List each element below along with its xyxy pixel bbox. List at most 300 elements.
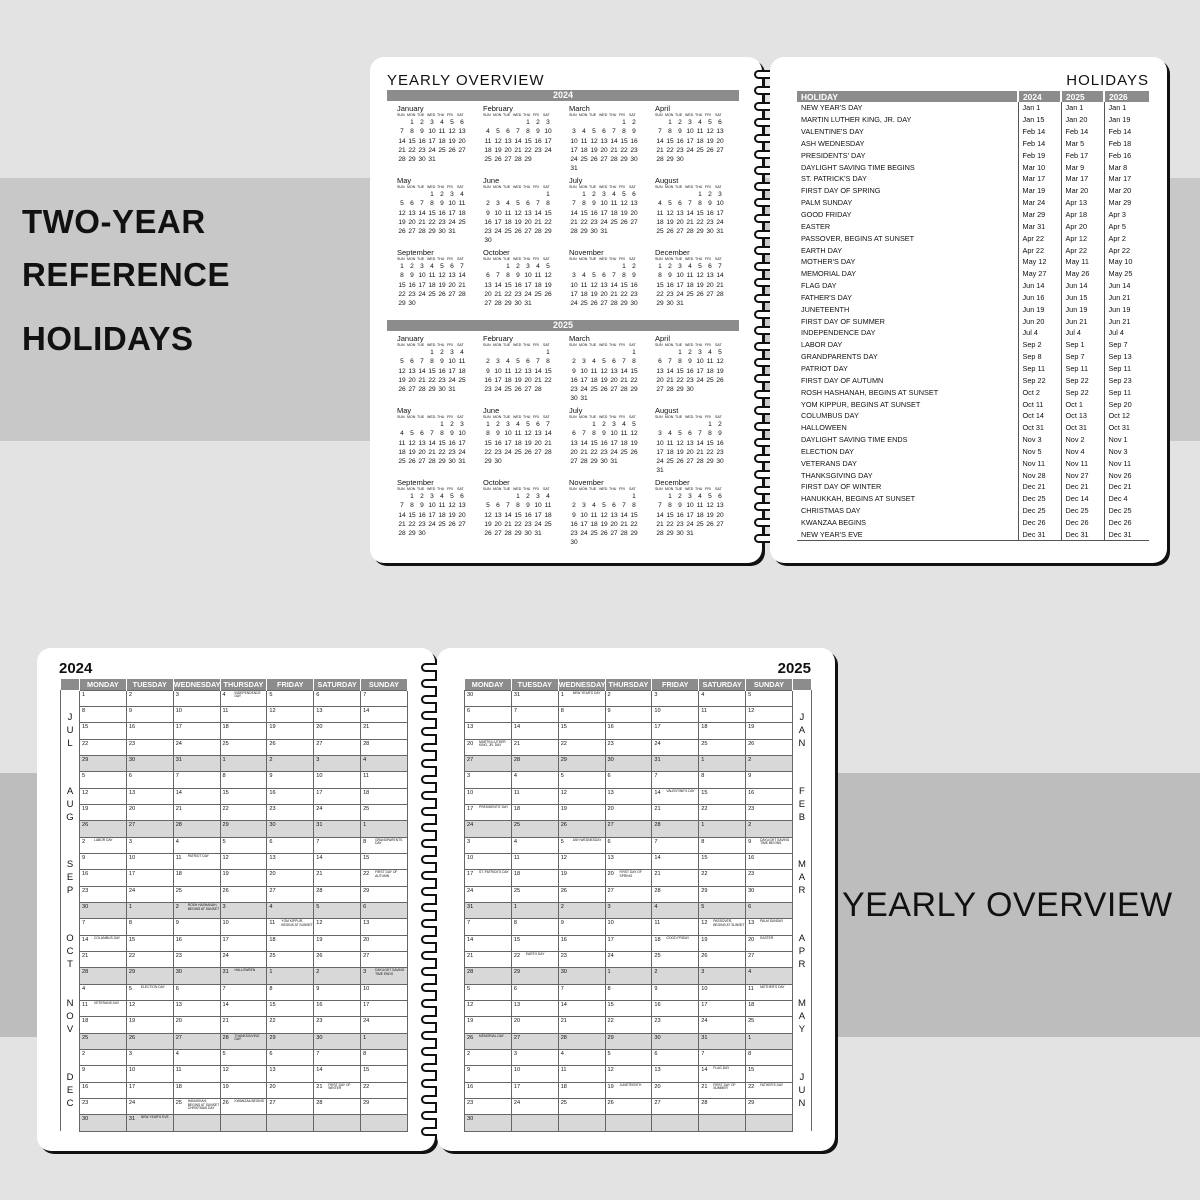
mini-day-abbr: WED [427,343,436,347]
planner-day-cell [699,739,746,755]
mini-day-blank [523,348,533,357]
mini-day-abbr: FRI [447,487,453,491]
mini-day: 11 [438,502,446,510]
mini-day: 27 [676,228,684,236]
mini-day-abbr: SUN [569,113,577,117]
day-number: 6 [748,903,752,910]
holiday-date: Sep 11 [1108,387,1132,397]
mini-month-name: August [655,406,679,415]
day-number: 29 [222,822,229,829]
mini-day-abbr: WED [513,185,522,189]
mini-day: 13 [706,272,714,280]
mini-day: 20 [524,376,532,384]
mini-day: 10 [494,209,502,217]
planner-day-cell [465,1099,512,1115]
holiday-row [797,363,1149,375]
mini-day: 15 [630,367,638,375]
mini-day: 5 [486,502,490,510]
day-number: 31 [316,822,323,829]
mini-day: 26 [524,448,532,456]
mini-day-abbr: FRI [447,415,453,419]
mini-day: 1 [410,119,414,126]
holiday-row [797,126,1149,138]
planner-day-cell [173,690,220,706]
mini-day-abbr: SUN [483,343,491,347]
mini-day: 13 [458,502,466,510]
planner-day-cell [126,853,173,869]
day-number: 13 [269,854,276,861]
mini-day: 18 [504,376,512,384]
mini-day: 28 [656,530,664,538]
planner-day-cell [80,755,127,771]
mini-day: 6 [486,272,490,280]
mini-day: 9 [678,128,682,136]
mini-day: 10 [428,502,436,510]
mini-day-abbr: TUE [503,415,511,419]
mini-day: 19 [484,520,492,528]
holiday-row [797,149,1149,161]
planner-day-cell [126,902,173,918]
holiday-date: Apr 2 [1108,233,1126,243]
mini-day: 29 [620,300,628,308]
holiday-name: NEW YEAR'S EVE [797,528,1018,540]
mini-day: 3 [460,421,464,428]
month-label [61,1050,80,1132]
mini-day-abbr: TUE [675,113,683,117]
holiday-name: PASSOVER, BEGINS AT SUNSET [797,232,1018,244]
planner-day-cell [699,1017,746,1033]
day-number: 16 [607,724,614,731]
mini-day: 12 [590,137,598,145]
day-number: 11 [748,985,754,992]
mini-day: 29 [504,300,512,308]
event-label: NEW YEAR'S EVE [140,1115,169,1120]
planner-day-cell [314,902,361,918]
planner-day-cell [314,755,361,771]
month-label [61,984,80,1049]
day-number: 5 [467,985,471,992]
day-number: 21 [654,805,661,812]
mini-day-abbr: TUE [589,113,597,117]
holiday-date: Jan 20 [1061,114,1104,126]
mini-day: 17 [504,439,512,447]
planner-day-cell [558,1066,605,1082]
mini-day: 26 [600,386,608,394]
mini-month-name: February [483,104,514,113]
holidays-col-holiday: HOLIDAY [797,91,1018,102]
holiday-date: Mar 17 [1108,174,1132,184]
mini-day: 16 [686,367,694,375]
mini-day-abbr: SAT [543,185,550,189]
mini-day: 2 [526,493,530,500]
day-number: 10 [128,1067,136,1074]
planner-day-cell [511,706,558,722]
mini-day-abbr: FRI [533,185,539,189]
mini-day: 18 [696,511,704,519]
holiday-row [797,351,1149,363]
mini-days [397,348,483,394]
mini-day-blank [569,118,579,127]
mini-day: 29 [524,156,532,164]
mini-day-blank [655,118,665,127]
day-number: 22 [363,1083,370,1090]
holiday-date: Oct 31 [1018,422,1061,434]
mini-day-blank [513,118,523,127]
mini-day: 3 [678,263,682,270]
planner-day-cell [465,837,512,853]
mini-day-abbr: SAT [629,185,636,189]
mini-day: 27 [610,386,618,394]
holiday-date: Sep 20 [1108,399,1132,409]
day-number: 16 [654,1002,661,1009]
mini-day: 26 [398,386,406,394]
planner-week-row [465,902,812,918]
mini-day: 30 [514,300,522,308]
mini-day: 7 [496,272,500,280]
mini-day: 15 [428,209,436,217]
mini-day: 12 [666,209,674,217]
mini-day: 21 [686,218,694,226]
planner-day-cell [746,1115,793,1131]
planner-day-cell [80,935,127,951]
planner-day-cell [126,788,173,804]
mini-day: 12 [448,502,456,510]
planner-day-cell [173,1082,220,1098]
mini-day: 10 [494,367,502,375]
planner-day-cell [173,1115,220,1131]
month-label [61,919,80,984]
day-number: 25 [82,1034,89,1041]
day-number: 22 [607,1018,614,1025]
mini-day: 18 [620,439,628,447]
day-number: 22 [82,740,89,747]
mini-day-abbr: SUN [655,487,663,491]
mini-day: 6 [460,119,464,126]
planner-day-cell [465,952,512,968]
planner-day-cell [173,837,220,853]
mini-day: 19 [448,137,456,145]
mini-day: 4 [440,119,444,126]
mini-day: 18 [580,290,588,298]
holiday-row [797,303,1149,315]
mini-day-blank [579,118,589,127]
mini-day: 4 [460,191,464,198]
planner-day-cell [173,821,220,837]
day-number: 24 [467,822,474,829]
day-number: 3 [128,838,132,845]
mini-day: 3 [602,191,606,198]
mini-day: 13 [600,281,608,289]
day-number: 28 [467,969,474,976]
planner-day-cell [699,870,746,886]
mini-day: 8 [400,272,404,280]
mini-day: 19 [590,290,598,298]
holiday-date: Jul 4 [1108,328,1124,338]
day-number: 8 [748,1051,752,1058]
mini-month-name: July [569,176,583,185]
holiday-date: Nov 11 [1061,457,1104,469]
mini-day-blank [483,190,493,199]
mini-day: 19 [438,281,446,289]
holiday-name: ELECTION DAY [797,445,1018,457]
mini-day: 1 [506,263,510,270]
mini-day: 2 [440,349,444,356]
planner-day-cell [511,952,558,968]
mini-day: 26 [544,290,552,298]
holiday-name: YOM KIPPUR, BEGINS AT SUNSET [797,398,1018,410]
planner-day-cell [465,1082,512,1098]
planner-day-cell [173,1050,220,1066]
planner-day-cell [361,1001,408,1017]
day-number: 15 [513,936,521,943]
holidays-col-2024: 2024 [1018,91,1061,102]
mini-day: 24 [428,146,436,154]
mini-day-abbr: TUE [675,415,683,419]
mini-day: 30 [408,300,416,308]
mini-day: 19 [524,439,532,447]
planner-day-cell [220,935,267,951]
day-number: 11 [513,789,520,796]
mini-day: 16 [438,367,446,375]
mini-day-blank [569,262,579,271]
mini-day: 21 [570,218,578,226]
holiday-date: May 27 [1018,268,1061,280]
mini-day: 12 [706,502,714,510]
mini-day: 21 [398,520,406,528]
planner-day-cell [558,788,605,804]
planner-day-cell [699,1050,746,1066]
mini-day: 25 [398,458,406,466]
planner-day-cell [746,902,793,918]
planner-day-cell [699,1082,746,1098]
planner-day-cell [220,1066,267,1082]
planner-day-cell [173,706,220,722]
mini-day: 15 [524,137,532,145]
day-number: 13 [363,920,370,927]
day-number: 12 [560,854,567,861]
mini-day: 20 [600,146,608,154]
holiday-name: ROSH HASHANAH, BEGINS AT SUNSET [797,386,1018,398]
planner-day-cell [220,1115,267,1131]
mini-day: 28 [418,228,426,236]
day-number: 1 [128,903,132,910]
mini-day: 6 [718,119,722,126]
day-number: 5 [128,985,132,992]
planner-day-cell [80,984,127,1000]
event-label: YOM KIPPUR, BEGINS AT SUNSET [281,919,313,927]
mini-day-blank [675,190,685,199]
mini-day: 28 [610,156,618,164]
mini-day-abbr: FRI [705,113,711,117]
mini-day-abbr: MON [407,113,416,117]
planner-day-cell [267,804,314,820]
mini-day: 8 [632,502,636,510]
mini-day: 4 [688,263,692,270]
event-label: FIRST DAY OF AUTUMN [375,870,398,878]
mini-day: 22 [398,290,406,298]
holiday-date: Mar 10 [1018,161,1061,173]
holiday-date: Oct 14 [1018,410,1061,422]
day-number: 8 [128,920,132,927]
day-number: 4 [654,903,658,910]
mini-day: 22 [656,290,664,298]
mini-day: 10 [418,272,426,280]
day-number: 19 [607,1083,614,1090]
day-number: 19 [748,724,755,731]
mini-day: 18 [458,367,466,375]
planner-day-cell [558,837,605,853]
planner-day-cell [361,902,408,918]
mini-day: 8 [486,430,490,438]
mini-day: 22 [706,448,714,456]
mini-day: 6 [602,128,606,136]
day-number: 12 [748,707,755,714]
planner-day-cell [652,739,699,755]
mini-day: 11 [656,209,664,217]
planner-day-cell [465,772,512,788]
mini-days [397,118,483,164]
planner-day-cell [465,739,512,755]
mini-day: 13 [458,128,466,136]
mini-month [483,478,569,550]
day-number: 10 [513,1067,521,1074]
mini-month [483,176,569,248]
planner-day-cell [361,1017,408,1033]
mini-day: 10 [676,272,684,280]
mini-day: 13 [524,209,532,217]
planner-day-cell [652,984,699,1000]
mini-day-blank [599,262,609,271]
planner-day-cell [314,690,361,706]
planner-day-cell [267,1033,314,1049]
day-number: 23 [175,953,182,959]
mini-day: 14 [610,137,618,145]
mini-day: 1 [516,493,520,500]
planner-day-cell [220,837,267,853]
planner-day-cell [220,739,267,755]
mini-day: 30 [438,228,446,236]
day-number: 23 [82,887,89,894]
event-label: FIRST DAY OF SUMMER [713,1082,736,1091]
mini-day: 5 [622,191,626,198]
mini-day-abbr: MON [407,415,416,419]
planner-day-cell [465,853,512,869]
mini-day: 26 [696,290,704,298]
month-label-text: AUG [66,785,74,823]
day-number: 7 [560,985,564,992]
mini-day: 12 [514,209,522,217]
mini-day-abbr: WED [685,185,694,189]
planner-day-cell [314,952,361,968]
planner-day-cell [173,772,220,788]
day-number: 4 [560,1051,564,1058]
holiday-name: FATHER'S DAY [797,292,1018,304]
planner-day-cell [361,1033,408,1049]
day-number: 14 [82,936,89,943]
mini-days [655,420,741,476]
holiday-name: KWANZAA BEGINS [797,517,1018,529]
day-number: 14 [316,854,323,861]
reference-title: YEARLY OVERVIEW [387,72,545,89]
mini-day: 2 [668,263,672,270]
planner-day-cell [267,755,314,771]
mini-day: 11 [514,430,522,438]
mini-day: 11 [580,281,588,289]
day-number: 10 [128,854,136,861]
month-label-text: JAN [798,712,806,750]
mini-day: 6 [506,128,510,136]
planner-day-cell [652,1066,699,1082]
day-number: 6 [363,903,367,910]
mini-day-blank [397,420,407,429]
mini-day-abbr: THU [609,415,617,419]
day-number: 15 [363,854,370,861]
mini-day: 7 [572,200,576,208]
mini-day-abbr: WED [685,113,694,117]
mini-day: 3 [582,502,586,510]
mini-day-abbr: MON [493,113,502,117]
mini-day: 27 [408,228,416,236]
day-number: 26 [748,740,755,747]
mini-day: 25 [590,386,598,394]
planner-day-cell [511,755,558,771]
mini-day: 13 [524,367,532,375]
mini-day: 8 [592,430,596,438]
planner-day-cell [605,706,652,722]
mini-day: 29 [428,386,436,394]
day-number: 22 [128,953,136,959]
mini-day: 26 [398,228,406,236]
mini-day: 11 [504,209,512,217]
day-number: 11 [701,707,708,714]
planner-day-cell [652,723,699,739]
mini-day-abbr: SUN [397,487,405,491]
day-number: 1 [701,756,705,763]
planner-day-cell [173,1066,220,1082]
month-label [792,919,811,984]
day-number: 23 [316,1018,323,1025]
day-number: 20 [269,1083,276,1090]
holiday-date: Mar 5 [1061,138,1104,150]
mini-day: 15 [666,137,674,145]
mini-day-blank [579,348,589,357]
planner-day-cell [465,788,512,804]
mini-day-abbr: THU [695,415,703,419]
mini-day-blank [665,190,675,199]
planner-day-cell [699,935,746,951]
mini-day: 20 [706,281,714,289]
planner-day-cell [267,706,314,722]
planner-week-row [61,755,408,771]
day-number: 22 [560,740,567,747]
mini-day: 15 [580,209,588,217]
planner-day-cell [126,723,173,739]
day-number: 18 [175,871,182,878]
event-label: PRESIDENTS' DAY [479,804,509,809]
day-number: 27 [269,887,276,894]
planner-day-cell [80,739,127,755]
mini-day: 16 [716,439,724,447]
mini-day-blank [397,492,407,501]
mini-day-abbr: THU [695,185,703,189]
mini-day: 13 [676,209,684,217]
mini-day: 19 [676,448,684,456]
holiday-date: Apr 18 [1061,209,1104,221]
planner-day-cell [511,1066,558,1082]
planner-week-row [465,1082,812,1098]
event-label: INDEPENDENCE DAY [234,690,261,699]
weekday-header: SATURDAY [314,679,361,690]
